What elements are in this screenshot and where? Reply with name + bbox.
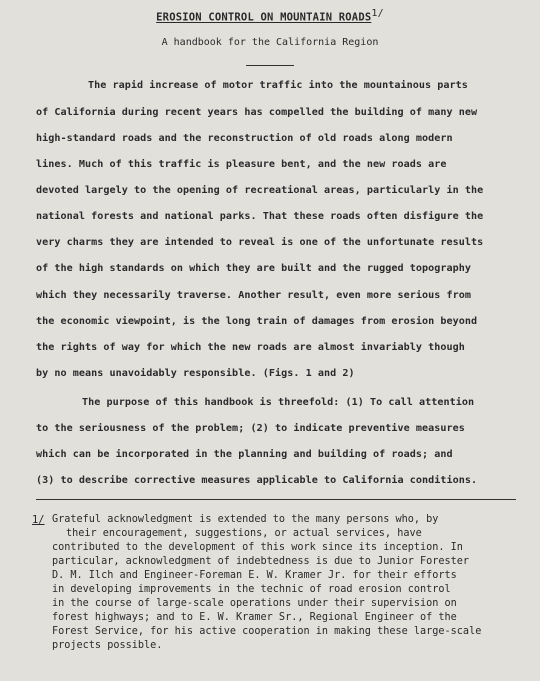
body-line: high-standard roads and the reconstruction of old roads along modern xyxy=(36,133,453,144)
footnote-line: forest highways; and to E. W. Kramer Sr., Regional Engineer of the xyxy=(52,612,457,623)
document-subtitle: A handbook for the California Region xyxy=(161,37,379,48)
document-title xyxy=(0,8,540,24)
body-line: the rights of way for which the new roads are almost invariably though xyxy=(36,342,465,353)
body-line: which they necessarily traverse. Another result, even more serious from xyxy=(36,290,472,301)
body-line: very charms they are intended to reveal is one of the unfortunate results xyxy=(36,237,484,248)
body-line: The rapid increase of motor traffic into the mountainous parts xyxy=(88,80,468,91)
body-line: lines. Much of this traffic is pleasure bent, and the new roads are xyxy=(36,159,447,170)
footnote-line: projects possible. xyxy=(52,640,163,651)
title-divider xyxy=(246,65,294,66)
body-line: to the seriousness of the problem; (2) to indicate preventive measures xyxy=(36,423,465,434)
body-line: of the high standards on which they are built and the rugged topography xyxy=(36,263,472,274)
footnote-line: in developing improvements in the technic of road erosion control xyxy=(52,584,451,595)
footnote-line: Forest Service, for his active cooperation in making these large-scale xyxy=(52,626,482,637)
footnote-line: in the course of large-scale operations under their supervision on xyxy=(52,598,457,609)
footnote-line: contributed to the development of this work since its inception. In xyxy=(52,542,463,553)
body-line: by no means unavoidably responsible. (Figs. 1 and 2) xyxy=(36,368,355,379)
title-text: EROSION CONTROL ON MOUNTAIN ROADS xyxy=(156,11,372,24)
body-line: The purpose of this handbook is threefold: (1) To call attention xyxy=(82,397,475,408)
body-line: (3) to describe corrective measures applicable to California conditions. xyxy=(36,475,478,486)
footnote-mark: 1/ xyxy=(32,514,45,526)
title-footnote-mark: 1/ xyxy=(371,8,384,19)
footnote-line: particular, acknowledgment of indebtedness is due to Junior Forester xyxy=(52,556,470,567)
footnote-divider xyxy=(36,499,516,500)
body-line: which can be incorporated in the planning and building of roads; and xyxy=(36,449,453,460)
body-line: devoted largely to the opening of recreational areas, particularly in the xyxy=(36,185,484,196)
body-line: of California during recent years has compelled the building of many new xyxy=(36,107,478,118)
body-line: national forests and national parks. That these roads often disfigure the xyxy=(36,211,484,222)
footnote-line: D. M. Ilch and Engineer-Foreman E. W. Kramer Jr. for their efforts xyxy=(52,570,457,581)
body-line: the economic viewpoint, is the long train of damages from erosion beyond xyxy=(36,316,478,327)
footnote-line: Grateful acknowledgment is extended to the many persons who, by xyxy=(52,514,439,525)
footnote-line: their encouragement, suggestions, or actual services, have xyxy=(66,528,422,539)
